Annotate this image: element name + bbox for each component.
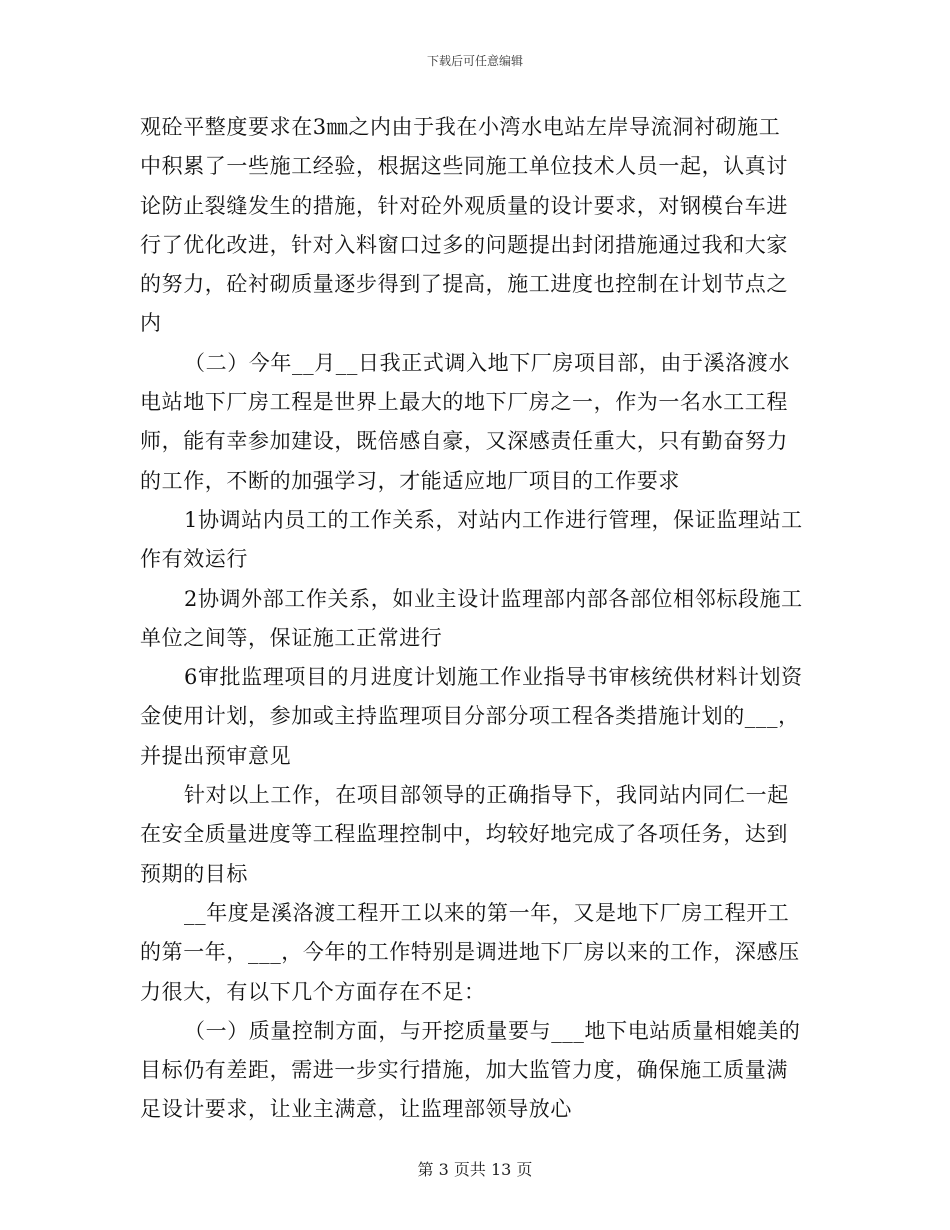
text-line: 师，能有幸参加建设，既倍感自豪，又深感责任重大，只有勤奋努力 bbox=[140, 429, 788, 454]
text-line: 的工作，不断的加强学习，才能适应地厂项目的工作要求 bbox=[140, 468, 680, 493]
text-line: 中积累了一些施工经验，根据这些同施工单位技术人员一起，认真讨 bbox=[140, 154, 788, 179]
paragraph-start: （二）今年__月__日我正式调入地下厂房项目部，由于溪洛渡水 bbox=[184, 350, 790, 375]
text-line: 目标仍有差距，需进一步实行措施，加大监管力度，确保施工质量满 bbox=[140, 1058, 788, 1083]
text-line: 力很大，有以下几个方面存在不足： bbox=[140, 979, 486, 1004]
paragraph-start: 6审批监理项目的月进度计划施工作业指导书审核统供材料计划资 bbox=[184, 665, 803, 690]
paragraph-start: 1协调站内员工的工作关系，对站内工作进行管理，保证监理站工 bbox=[184, 507, 803, 532]
paragraph-start: 针对以上工作，在项目部领导的正确指导下，我同站内同仁一起 bbox=[184, 783, 789, 808]
paragraph-start: （一）质量控制方面，与开挖质量要与___地下电站质量相媲美的 bbox=[184, 1018, 801, 1043]
text-line: 足设计要求，让业主满意，让监理部领导放心 bbox=[140, 1097, 572, 1122]
text-line: 预期的目标 bbox=[140, 861, 248, 886]
paragraph-start: 2协调外部工作关系，如业主设计监理部内部各部位相邻标段施工 bbox=[184, 586, 803, 611]
text-line: 电站地下厂房工程是世界上最大的地下厂房之一，作为一名水工工程 bbox=[140, 390, 788, 415]
text-line: 论防止裂缝发生的措施，针对砼外观质量的设计要求，对钢模台车进 bbox=[140, 193, 788, 218]
text-line: 在安全质量进度等工程监理控制中，均较好地完成了各项任务，达到 bbox=[140, 822, 788, 847]
text-line: 内 bbox=[140, 311, 162, 336]
text-line: 并提出预审意见 bbox=[140, 743, 292, 768]
paragraph-start: __年度是溪洛渡工程开工以来的第一年，又是地下厂房工程开工 bbox=[184, 900, 790, 925]
text-line: 单位之间等，保证施工正常进行 bbox=[140, 625, 443, 650]
text-line: 观砼平整度要求在3㎜之内由于我在小湾水电站左岸导流洞衬砌施工 bbox=[140, 115, 781, 139]
page-header: 下载后可任意编辑 bbox=[426, 54, 523, 68]
text-line: 金使用计划，参加或主持监理项目分部分项工程各类措施计划的___， bbox=[140, 704, 800, 729]
page-number: 第 3 页共 13 页 bbox=[417, 1160, 533, 1179]
text-line: 行了优化改进，针对入料窗口过多的问题提出封闭措施通过我和大家 bbox=[140, 232, 788, 257]
text-line: 的努力，砼衬砌质量逐步得到了提高，施工进度也控制在计划节点之 bbox=[140, 272, 788, 297]
text-line: 作有效运行 bbox=[140, 547, 248, 572]
text-line: 的第一年，___，今年的工作特别是调进地下厂房以来的工作，深感压 bbox=[140, 940, 800, 965]
document-body bbox=[140, 108, 812, 1130]
